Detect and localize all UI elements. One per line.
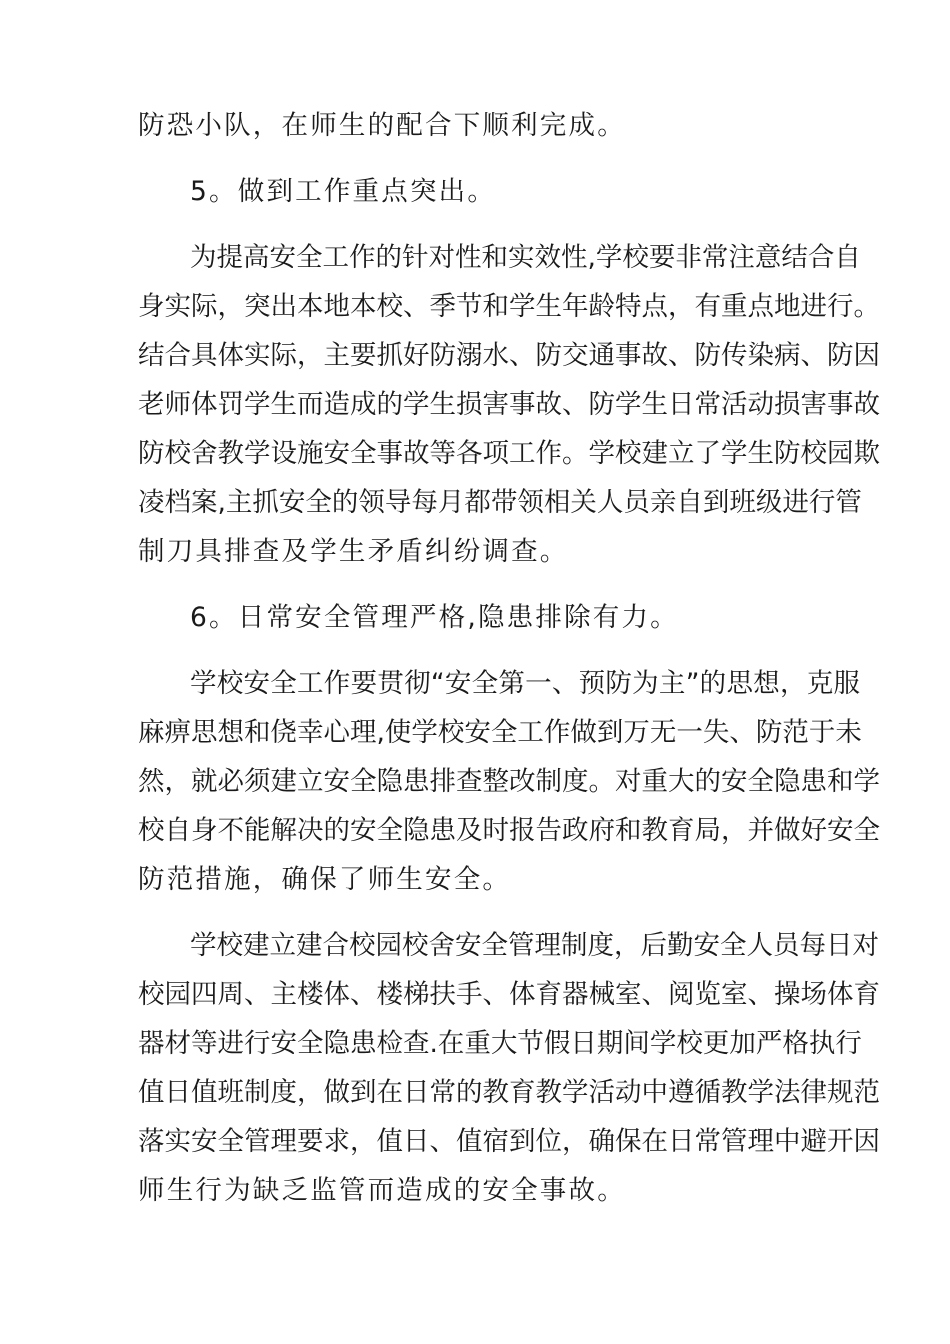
text-line: 校自身不能解决的安全隐患及时报告政府和教育局，并做好安全 xyxy=(138,815,880,846)
text-line: 器材等进行安全隐患检查.在重大节假日期间学校更加严格执行 xyxy=(138,1028,862,1059)
text-line: 值日值班制度，做到在日常的教育教学活动中遵循教学法律规范 xyxy=(138,1077,880,1108)
text-line: 师生行为缺乏监管而造成的安全事故。 xyxy=(138,1175,626,1206)
text-line: 学校安全工作要贯彻“安全第一、预防为主”的思想，克服 xyxy=(190,668,860,699)
text-line: 防恐小队，在师生的配合下顺利完成。 xyxy=(138,110,626,141)
section-heading-5: 5。做到工作重点突出。 xyxy=(190,176,497,207)
text-line: 老师体罚学生而造成的学生损害事故、防学生日常活动损害事故 xyxy=(138,389,880,420)
text-line: 为提高安全工作的针对性和实效性,学校要非常注意结合自 xyxy=(190,242,861,273)
text-line: 然，就必须建立安全隐患排查整改制度。对重大的安全隐患和学 xyxy=(138,766,880,797)
text-line: 麻痹思想和侥幸心理,使学校安全工作做到万无一失、防范于未 xyxy=(138,717,862,748)
section-heading-6: 6。日常安全管理严格,隐患排除有力。 xyxy=(190,602,679,633)
text-line: 防范措施，确保了师生安全。 xyxy=(138,864,512,895)
text-line: 身实际，突出本地本校、季节和学生年龄特点，有重点地进行。 xyxy=(138,291,880,322)
text-line: 防校舍教学设施安全事故等各项工作。学校建立了学生防校园欺 xyxy=(138,438,880,469)
text-line: 校园四周、主楼体、楼梯扶手、体育器械室、阅览室、操场体育 xyxy=(138,979,880,1010)
text-line: 结合具体实际，主要抓好防溺水、防交通事故、防传染病、防因 xyxy=(138,340,880,371)
text-line: 落实安全管理要求，值日、值宿到位，确保在日常管理中避开因 xyxy=(138,1126,880,1157)
text-line: 学校建立建合校园校舍安全管理制度，后勤安全人员每日对 xyxy=(190,930,879,961)
text-line: 制刀具排查及学生矛盾纠纷调查。 xyxy=(138,536,569,567)
text-line: 凌档案,主抓安全的领导每月都带领相关人员亲自到班级进行管 xyxy=(138,487,862,518)
